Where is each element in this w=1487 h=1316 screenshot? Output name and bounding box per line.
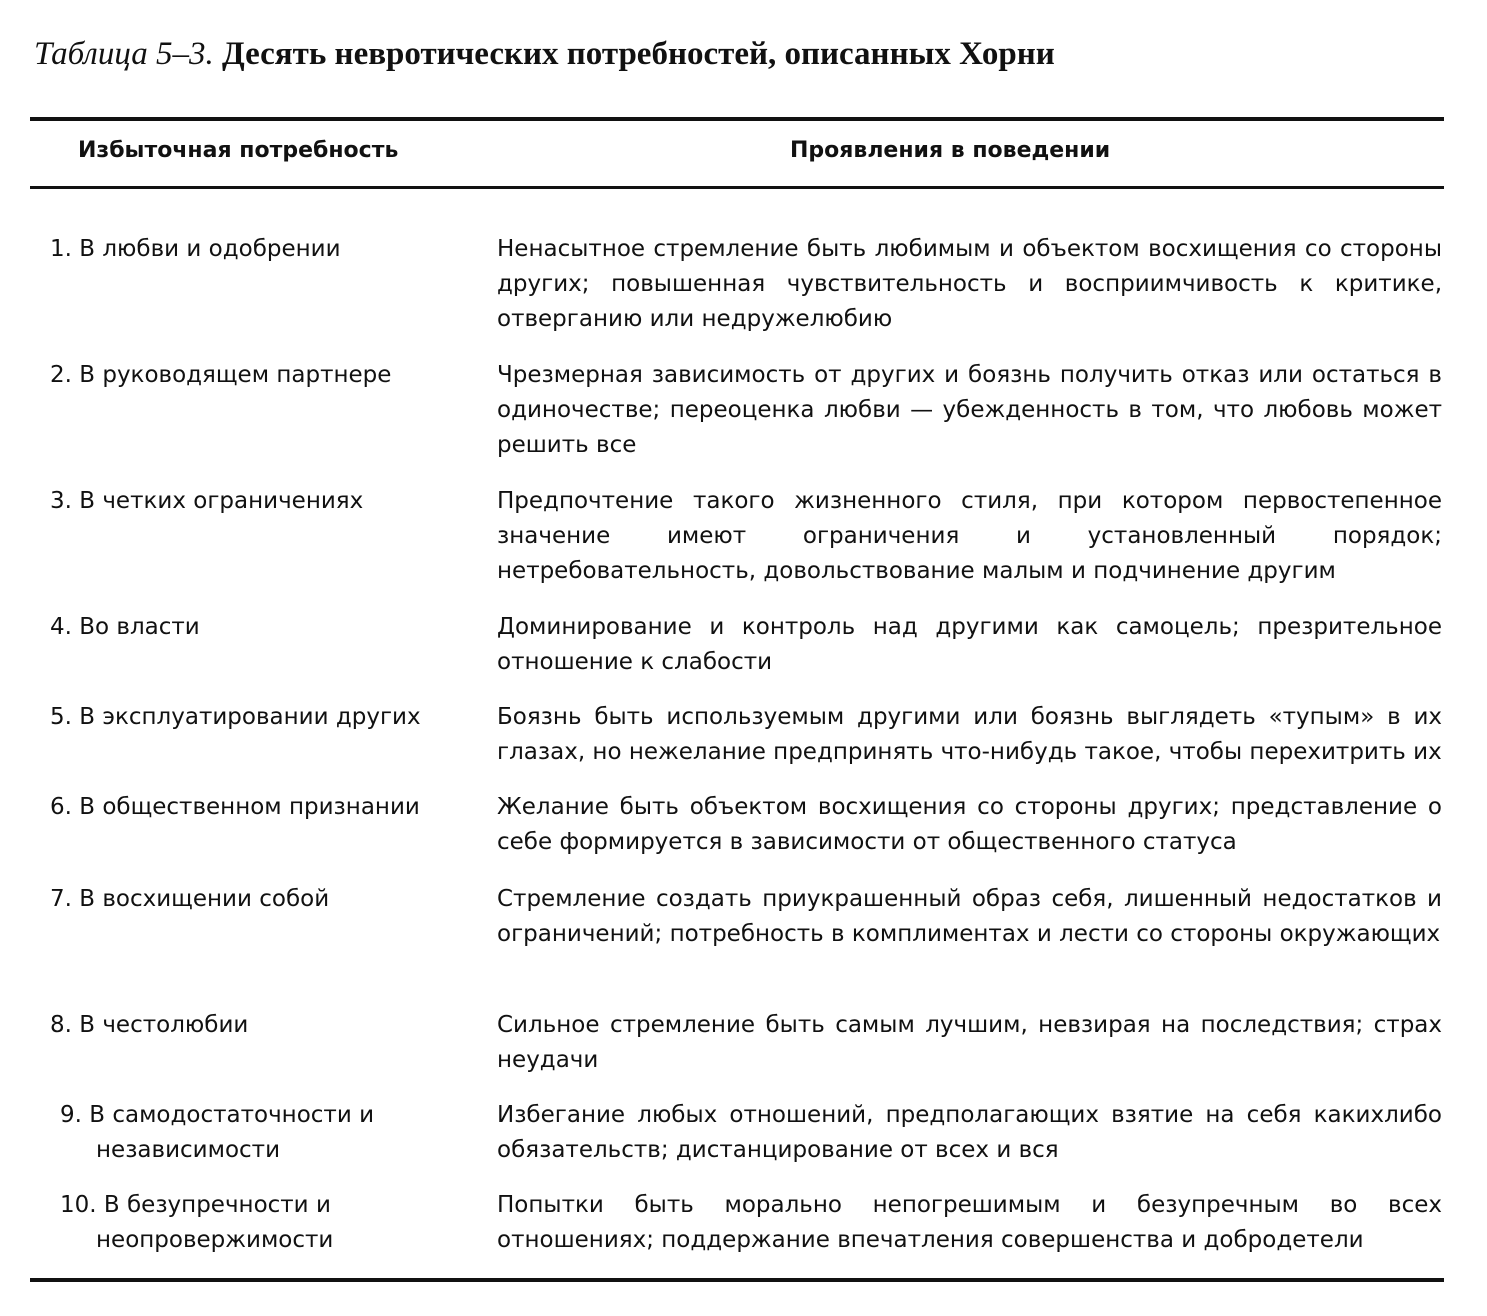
row-2-behavior: Чрезмерная зависимость от других и боязнь получить отказ или остаться в одиночестве; переоценка любви — убежденность в том, что любовь может решить все: [497, 362, 1442, 458]
row-8-behavior: Сильное стремление быть самым лучшим, невзирая на последствия; страх неудачи: [497, 1012, 1442, 1073]
row-10-behavior: Попытки быть морально непогрешимым и безупречным во всех отношениях; поддержание впечатления совершенства и добродетели: [497, 1192, 1442, 1253]
table-title: Десять невротических потребностей, описанных Хорни: [221, 36, 1055, 72]
row-3-need: 3. В четких ограничениях: [50, 488, 364, 514]
row-1-behavior: Ненасытное стремление быть любимым и объектом восхищения со стороны других; повышенная чувствительность и восприимчивость к критике, отверганию или недружелюбию: [497, 236, 1442, 332]
column-header-need: Избыточная потребность: [78, 138, 399, 163]
row-9-need: 9. В самодостаточности и независимости: [60, 1102, 375, 1163]
row-6-behavior: Желание быть объектом восхищения со стороны других; представление о себе формируется в зависимости от общественного статуса: [497, 794, 1442, 855]
row-10-need: 10. В безупречности и неопровержимости: [60, 1192, 334, 1253]
row-9-behavior: Избегание любых отношений, предполагающих взятие на себя какихлибо обязательств; дистанцирование от всех и вся: [497, 1102, 1442, 1163]
row-7-behavior: Стремление создать приукрашенный образ себя, лишенный недостатков и ограничений; потребность в комплиментах и лести со стороны окружающих: [497, 886, 1442, 947]
column-header-behavior: Проявления в поведении: [790, 138, 1111, 163]
row-5-behavior: Боязнь быть используемым другими или боязнь выглядеть «тупым» в их глазах, но нежелание предпринять что-нибудь такое, чтобы перехитрить их: [497, 704, 1442, 765]
table-bottom-rule: [30, 1278, 1444, 1282]
row-5-need: 5. В эксплуатировании других: [50, 704, 421, 730]
row-6-need: 6. В общественном признании: [50, 794, 420, 820]
row-3-behavior: Предпочтение такого жизненного стиля, при котором первостепенное значение имеют ограничения и установленный порядок; нетребовательность, довольствование малым и подчинение другим: [497, 488, 1442, 584]
row-8-need: 8. В честолюбии: [50, 1012, 249, 1038]
row-2-need: 2. В руководящем партнере: [50, 362, 392, 388]
row-4-need: 4. Во власти: [50, 614, 200, 640]
row-1-need: 1. В любви и одобрении: [50, 236, 341, 262]
row-4-behavior: Доминирование и контроль над другими как самоцель; презрительное отношение к слабости: [497, 614, 1442, 675]
row-7-need: 7. В восхищении собой: [50, 886, 330, 912]
table-number: Таблица 5–3.: [34, 36, 214, 72]
